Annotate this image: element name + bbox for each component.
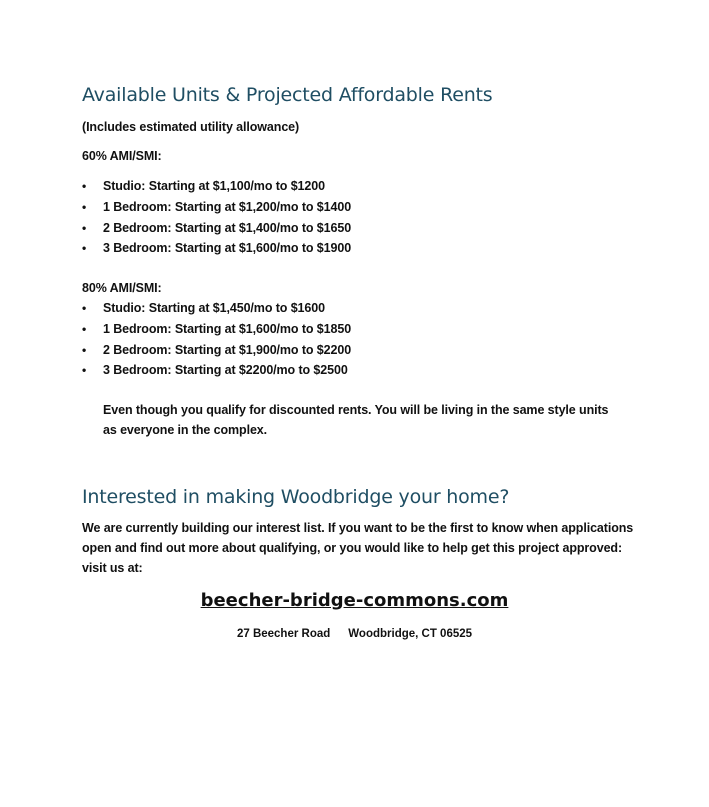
bullet-icon: • <box>82 179 87 193</box>
list-item: • Studio: Starting at $1,450/mo to $1600 <box>82 301 325 315</box>
list-item: • Studio: Starting at $1,100/mo to $1200 <box>82 179 325 193</box>
bullet-icon: • <box>82 241 87 256</box>
utility-allowance-note: (Includes estimated utility allowance) <box>82 120 300 134</box>
bullet-icon: • <box>82 363 87 378</box>
bullet-icon: • <box>82 220 87 235</box>
bullet-icon: • <box>82 342 87 357</box>
bullet-icon: • <box>82 301 87 315</box>
list-item: • 2 Bedroom: Starting at $1,400/mo to $1650 <box>82 220 352 235</box>
list-item: • 1 Bedroom: Starting at $1,200/mo to $1400 <box>82 199 352 214</box>
tier-label-80-ami: 80% AMI/SMI: <box>82 281 162 295</box>
list-item: • 1 Bedroom: Starting at $1,600/mo to $1850 <box>82 321 352 336</box>
list-item: • 2 Bedroom: Starting at $1,900/mo to $2200 <box>82 342 352 357</box>
rent-list-60-ami <box>82 178 351 261</box>
section-title-available-units: Available Units & Projected Affordable Rents <box>82 84 493 106</box>
address-street: 27 Beecher Road <box>236 628 331 640</box>
list-item: • 3 Bedroom: Starting at $1,600/mo to $1900 <box>82 241 352 256</box>
address-line <box>82 628 627 640</box>
rent-list-80-ami <box>82 300 351 383</box>
discount-disclaimer: Even though you qualify for discounted rents. You will be living in the same style units as everyone in the complex. <box>103 403 609 437</box>
tier-label-60-ami: 60% AMI/SMI: <box>82 149 162 163</box>
website-link[interactable]: beecher-bridge-commons.com <box>200 590 509 611</box>
address-city: Woodbridge, CT 06525 <box>348 628 473 640</box>
section-title-interested: Interested in making Woodbridge your home? <box>82 486 510 508</box>
bullet-icon: • <box>82 199 87 214</box>
interest-list-paragraph: We are currently building our interest list. If you want to be the first to know when applications open and find out more about qualifying, or you would like to help get this project approved: visit us at: <box>82 521 634 575</box>
list-item: • 3 Bedroom: Starting at $2200/mo to $2500 <box>82 363 348 378</box>
bullet-icon: • <box>82 321 87 336</box>
